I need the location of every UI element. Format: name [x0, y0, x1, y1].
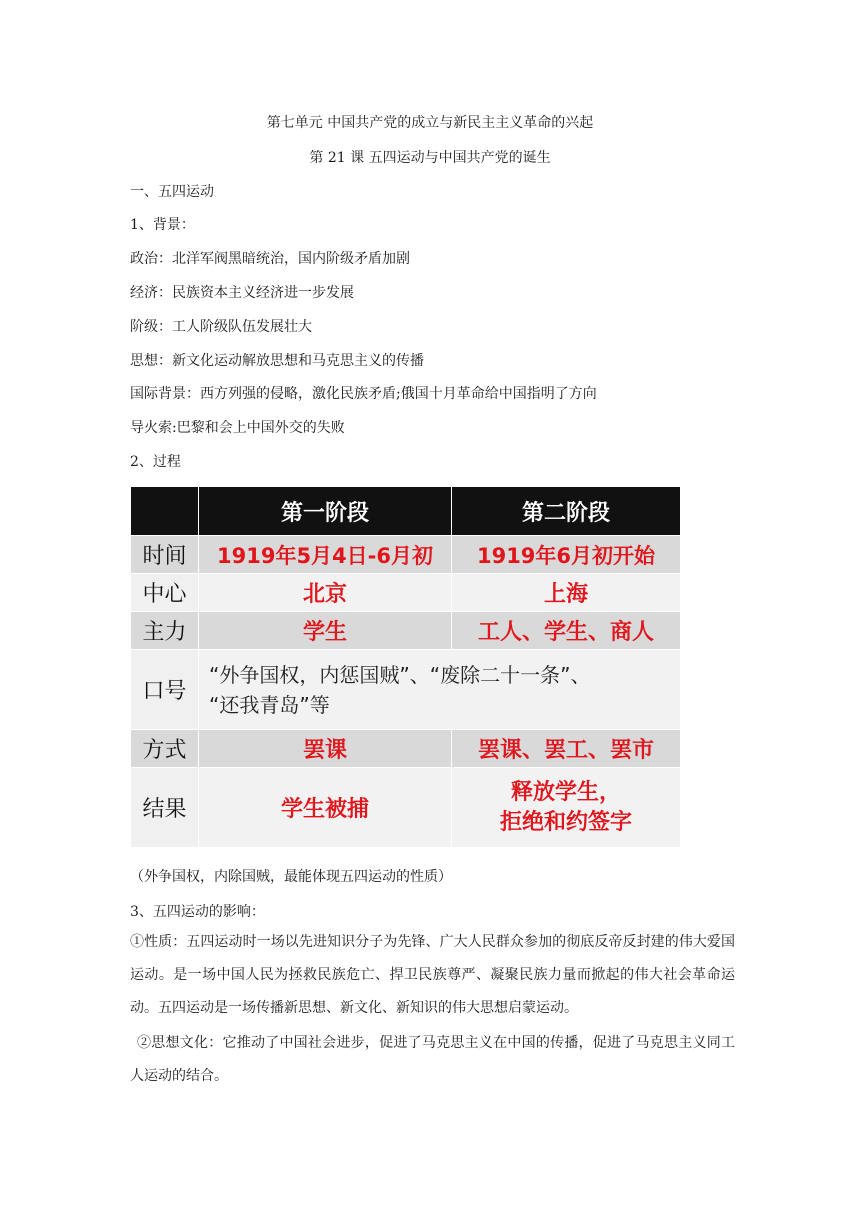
- table-row: [131, 768, 681, 848]
- time-stage2: 1919年6月初开始: [452, 536, 681, 574]
- center-stage2: 上海: [452, 574, 681, 612]
- background-heading: 1、背景：: [130, 217, 195, 233]
- background-politics: 政治：北洋军阀黑暗统治，国内阶级矛盾加剧: [130, 251, 410, 267]
- result-stage2-line-2: 拒绝和约签字: [499, 809, 632, 835]
- process-table: [130, 486, 681, 848]
- method-stage2: 罢课、罢工、罢市: [452, 730, 681, 768]
- process-heading: 2、过程: [130, 454, 181, 470]
- table-row: [131, 650, 681, 730]
- result-stage2: [452, 768, 681, 848]
- unit-title: 第七单元 中国共产党的成立与新民主主义革命的兴起: [266, 115, 594, 131]
- header-stage2: 第二阶段: [452, 487, 681, 536]
- background-class: 阶级：工人阶级队伍发展壮大: [130, 319, 312, 335]
- table-row: [131, 612, 681, 650]
- impact-nature: ①性质：五四运动时一场以先进知识分子为先锋、广大人民群众参加的彻底反帝反封建的伟大爱国运动。是一场中国人民为拯救民族危亡、捍卫民族尊严、凝聚民族力量而掀起的伟大社会革命运动。五四运动是一场传播新思想、新文化、新知识的伟大思想启蒙运动。: [130, 934, 735, 1016]
- section-heading: 一、五四运动: [130, 184, 214, 200]
- row-label-main-force: 主力: [131, 612, 199, 650]
- table-row: [131, 730, 681, 768]
- main-force-stage2: 工人、学生、商人: [452, 612, 681, 650]
- result-stage2-line-1: 释放学生，: [510, 779, 621, 805]
- table-row: [131, 574, 681, 612]
- time-stage1: 1919年5月4日-6月初: [199, 536, 452, 574]
- slogan-cell: [199, 650, 681, 730]
- table-corner: [131, 487, 199, 536]
- table-row: [131, 536, 681, 574]
- center-stage1: 北京: [199, 574, 452, 612]
- main-force-stage1: 学生: [199, 612, 452, 650]
- result-stage1: 学生被捕: [199, 768, 452, 848]
- row-label-center: 中心: [131, 574, 199, 612]
- background-international: 国际背景：西方列强的侵略，激化民族矛盾;俄国十月革命给中国指明了方向: [130, 386, 597, 402]
- row-label-result: 结果: [131, 768, 199, 848]
- impact-heading: 3、五四运动的影响：: [130, 904, 265, 920]
- background-trigger: 导火索:巴黎和会上中国外交的失败: [130, 420, 345, 436]
- method-stage1: 罢课: [199, 730, 452, 768]
- lesson-title: 第 21 课 五四运动与中国共产党的诞生: [309, 150, 551, 166]
- slogan-line-1: “外争国权，内惩国贼”、“废除二十一条”、: [209, 662, 591, 687]
- row-label-slogan: 口号: [131, 650, 199, 730]
- slogan-line-2: “还我青岛”等: [209, 692, 330, 717]
- background-economy: 经济：民族资本主义经济进一步发展: [130, 285, 354, 301]
- background-thought: 思想：新文化运动解放思想和马克思主义的传播: [130, 353, 424, 369]
- nature-note: （外争国权，内除国贼，最能体现五四运动的性质）: [130, 869, 452, 885]
- row-label-time: 时间: [131, 536, 199, 574]
- impact-culture: ②思想文化：它推动了中国社会进步，促进了马克思主义在中国的传播，促进了马克思主义同工人运动的结合。: [130, 1035, 735, 1084]
- header-stage1: 第一阶段: [199, 487, 452, 536]
- row-label-method: 方式: [131, 730, 199, 768]
